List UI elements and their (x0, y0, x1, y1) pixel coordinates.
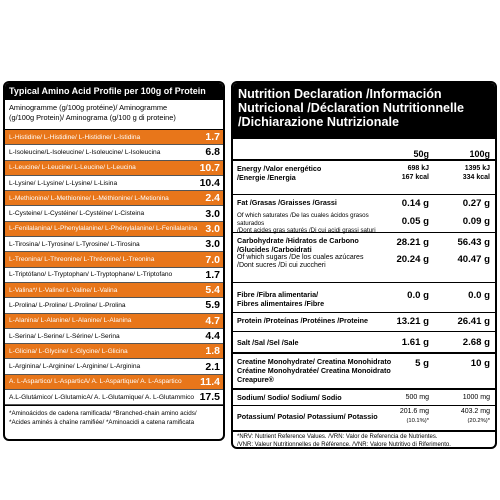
creatine-label-3: Creapure® (237, 375, 274, 384)
amino-footnote-line-2: *Acides aminés à chaîne ramifiée/ *Aminoacidi a catena ramificata (9, 418, 195, 426)
protein-row (233, 313, 495, 332)
amino-acid-name: L-Isoleucine/L-Isoleucine/ L-Isoleucine/ L-Isoleucina (9, 148, 161, 156)
amino-acid-name: L-Triptófano/ L-Tryptophan/ L-Tryptophane/ L-Triptofano (9, 271, 173, 279)
carbohydrate-row (233, 233, 495, 283)
column-50g: 50g (413, 149, 429, 159)
amino-acid-value: 10.7 (199, 161, 220, 174)
amino-acid-name: L-Tirosina/ L-Tyrosine/ L-Tyrosine/ L-Tirosina (9, 240, 140, 248)
amino-acid-value: 7.0 (205, 253, 220, 266)
potassium-100-percent: (20.2%)* (467, 418, 490, 424)
amino-acid-name: L-Cysteine/ L-Cystéine/ L-Cystéine/ L-Cisteina (9, 210, 145, 218)
creatine-100: 10 g (470, 358, 490, 369)
amino-row (5, 390, 223, 405)
creatine-label-2: Créatine Monohydratée/ Creatina Monoidrato (237, 366, 391, 375)
potassium-row (233, 406, 495, 432)
amino-acid-name: L-Alanina/ L-Alanine/ L-Alanine/ L-Alanina (9, 317, 132, 325)
amino-row (5, 344, 223, 359)
carbohydrate-100: 56.43 g (457, 237, 490, 248)
amino-acid-name: L-Glicina/ L-Glycine/ L-Glycine/ L-Glicina (9, 347, 128, 355)
amino-acid-name: L-Valina*/ L-Valine/ L-Valine/ L-Valina (9, 286, 118, 294)
fat-100: 0.27 g (462, 198, 490, 209)
energy-kj-100: 1395 kJ (464, 165, 490, 172)
nutrition-footnote-line-2: /VNR: Valeur Nutritionnelles de Référence. /VNR: Valore Nutritivo di Riferimento. (237, 441, 451, 448)
nutrition-title-line-2: Nutricional /Déclaration Nutritionnelle (238, 101, 465, 115)
energy-label-1: Energy /Valor energético (237, 164, 322, 173)
energy-kj-50: 698 kJ (407, 165, 429, 172)
energy-kcal-50: 167 kcal (401, 174, 429, 181)
sugars-50: 20.24 g (396, 254, 429, 265)
amino-acid-name: L-Fenilalanina/ L-Phenylalanine/ L-Phénylalanine/ L-Fenilalanina (9, 225, 198, 233)
carbohydrate-label-2: /Glucides /Carboidrati (237, 245, 312, 254)
amino-row (5, 329, 223, 344)
amino-acid-name: L-Treonina/ L-Threonine/ L-Thréonine/ L-Treonina (9, 256, 155, 264)
saturates-label-2: /Dont acides gras saturés /Di cui acidi grassi saturi (237, 227, 376, 235)
amino-acid-name: L-Serina/ L-Serine/ L-Sérine/ L-Serina (9, 332, 120, 340)
protein-50: 13.21 g (396, 316, 429, 327)
potassium-50-percent: (10.1%)* (406, 418, 429, 424)
carbohydrate-50: 28.21 g (396, 237, 429, 248)
sodium-100: 1000 mg (462, 394, 490, 401)
amino-acid-name: A. L-Aspartico/ L-AsparticA/ A. L-Aspartique/ A. L-Aspartico (9, 378, 182, 386)
carbohydrate-label-1: Carbohydrate /Hidratos de Carbono (237, 236, 359, 245)
salt-100: 2.68 g (462, 337, 490, 348)
amino-subhead-line-1: Aminogramme (g/100g protéine)/ Aminogramme (9, 103, 168, 112)
amino-acid-value: 3.0 (205, 222, 220, 235)
energy-kcal-100: 334 kcal (462, 174, 490, 181)
fat-label: Fat /Grasas /Graisses /Grassi (237, 198, 337, 207)
amino-acid-name: L-Arginina/ L-Arginine/ L-Arginine/ L-Arginina (9, 363, 141, 371)
protein-label: Protein /Proteínas /Protéines /Proteine (237, 316, 369, 325)
saturates-100: 0.09 g (462, 216, 490, 227)
amino-acid-value: 6.8 (205, 146, 220, 159)
nutrition-footnote-line-1: *NRV: Nutrient Reference Values. /VRN: Valor de Referencia de Nutrientes. (237, 434, 438, 440)
salt-row (233, 332, 495, 354)
saturates-50: 0.05 g (401, 216, 429, 227)
amino-acid-value: 1.7 (205, 268, 220, 281)
amino-row (5, 191, 223, 206)
amino-table-title: Typical Amino Acid Profile per 100g of Protein (5, 83, 223, 100)
amino-footnote (5, 405, 223, 431)
fat-50: 0.14 g (401, 198, 429, 209)
amino-table-subheading (5, 100, 223, 130)
sodium-label: Sodium/ Sodio/ Sodium/ Sodio (237, 393, 342, 402)
fibre-label-1: Fibre /Fibra alimentaria/ (237, 290, 319, 299)
amino-acid-name: L-Leucine/ L-Leucine/ L-Leucine/ L-Leucina (9, 164, 136, 172)
saturates-label-1: Of which saturates /De las cuales ácidos grasos saturados (237, 212, 369, 227)
amino-row (5, 176, 223, 191)
amino-row (5, 359, 223, 374)
amino-subhead-line-2: (g/100g Protein)/ Aminograma (g/100 g di proteine) (9, 113, 176, 122)
amino-acid-value: 3.0 (205, 207, 220, 220)
potassium-50: 201.6 mg (399, 408, 429, 415)
salt-50: 1.61 g (401, 337, 429, 348)
amino-acid-value: 10.4 (199, 177, 220, 190)
amino-acid-value: 5.4 (205, 284, 220, 297)
amino-acid-name: L-Histidine/ L-Histidine/ L-Histidine/ L-Istidina (9, 133, 141, 141)
amino-acid-profile-table (3, 81, 225, 441)
energy-row (233, 161, 495, 195)
amino-row (5, 283, 223, 298)
amino-row (5, 268, 223, 283)
amino-acid-value: 2.1 (205, 360, 220, 373)
salt-label: Salt /Sal /Sel /Sale (237, 338, 299, 347)
column-100g: 100g (469, 149, 490, 159)
amino-acid-value: 11.4 (200, 375, 220, 388)
fibre-label-2: Fibres alimentaires /Fibre (237, 299, 325, 308)
fat-row (233, 195, 495, 233)
energy-label-2: /Energie /Energia (237, 173, 296, 182)
fibre-row (233, 283, 495, 313)
nutrition-declaration-table (231, 81, 497, 449)
amino-row (5, 161, 223, 176)
amino-acid-name: L-Methionine/ L-Methionine/ L-Méthionine/ L-Metionina (9, 194, 169, 202)
amino-row (5, 145, 223, 160)
amino-acid-name: A.L-Glutámico/ L-GlutamicA/ A. L-Glutamique/ A. L-Glutammico (9, 393, 195, 401)
amino-acid-name: L-Prolina/ L-Proline/ L-Proline/ L-Prolina (9, 301, 126, 309)
fibre-50: 0.0 g (407, 290, 429, 301)
amino-row (5, 237, 223, 252)
creatine-label-1: Creatine Monohydrate/ Creatina Monohidrato (237, 357, 392, 366)
amino-footnote-line-1: *Aminoácidos de cadena ramificada/ *Branched-chain amino acids/ (9, 410, 197, 418)
creatine-50: 5 g (415, 358, 429, 369)
nutrition-column-header (233, 139, 495, 161)
amino-acid-value: 17.5 (199, 391, 220, 404)
creatine-row (233, 354, 495, 390)
amino-acid-value: 4.4 (205, 330, 220, 342)
sodium-row (233, 390, 495, 406)
amino-row (5, 298, 223, 313)
amino-row (5, 206, 223, 221)
amino-acid-name: L-Lysine/ L-Lysine/ L-Lysine/ L-Lisina (9, 179, 118, 187)
amino-acid-value: 1.8 (205, 345, 220, 358)
amino-row (5, 130, 223, 145)
amino-row (5, 222, 223, 237)
protein-100: 26.41 g (457, 316, 490, 327)
amino-acid-value: 4.7 (205, 314, 220, 327)
fibre-100: 0.0 g (468, 290, 490, 301)
amino-acid-value: 5.9 (205, 299, 220, 312)
sugars-100: 40.47 g (457, 254, 490, 265)
nutrition-footnote (233, 432, 495, 449)
potassium-label: Potassium/ Potasio/ Potassium/ Potassio (237, 412, 378, 421)
amino-rows (5, 130, 223, 405)
amino-row (5, 252, 223, 267)
nutrition-title-line-3: /Dichiarazione Nutrizionale (238, 115, 399, 129)
amino-acid-value: 1.7 (205, 131, 220, 144)
nutrition-title-line-1: Nutrition Declaration /Información (238, 87, 442, 101)
sodium-50: 500 mg (405, 394, 429, 401)
potassium-100: 403.2 mg (460, 408, 490, 415)
sugars-label-2: /Dont sucres /Di cui zuccheri (237, 261, 326, 269)
amino-row (5, 375, 223, 390)
amino-acid-value: 3.0 (205, 238, 220, 251)
amino-acid-value: 2.4 (205, 192, 220, 205)
sugars-label-1: Of which sugars /De los cuales azúcares (237, 254, 364, 261)
amino-row (5, 314, 223, 329)
nutrition-title (233, 83, 495, 139)
